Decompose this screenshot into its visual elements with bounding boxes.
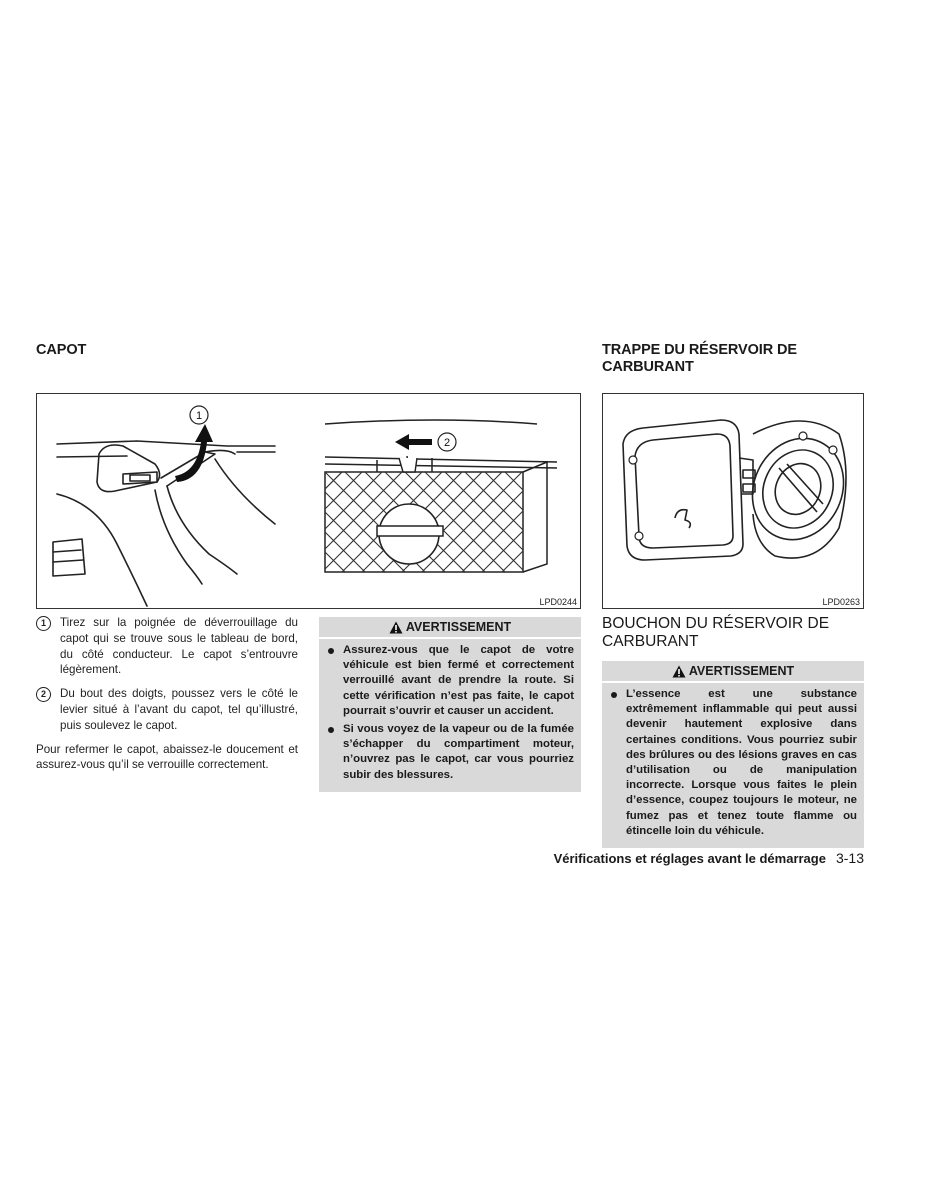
warning-header bbox=[319, 617, 581, 639]
section-heading-trappe bbox=[602, 342, 872, 376]
warning-box-carburant bbox=[602, 661, 864, 848]
warning-triangle-icon bbox=[389, 621, 403, 634]
arrow-left-icon bbox=[395, 434, 432, 450]
subheading-line: CARBURANT bbox=[602, 633, 699, 650]
closing-paragraph: Pour refermer le capot, abaissez-le doucement et assurez-vous qu’il se verrouille correctement. bbox=[36, 742, 298, 772]
page-footer bbox=[554, 850, 864, 866]
warning-item: L’essence est une substance extrêmement inflammable qui peut aussi devenir hautement explosive dans certaines conditions. Vous pourriez subir des brûlures ou des lésions graves en cas d’utilisation ou de manipulation incorrecte. Lorsque vous faites le plein d’essence, coupez toujours le moteur, ne fumez pas et tenez toute flamme ou étincelle loin du véhicule. bbox=[609, 687, 857, 839]
step-number-icon: 1 bbox=[36, 616, 51, 631]
capot-instructions bbox=[36, 615, 298, 773]
heading-line: TRAPPE DU RÉSERVOIR DE bbox=[602, 342, 797, 358]
footer-section-title: Vérifications et réglages avant le démarrage bbox=[553, 851, 826, 866]
warning-item: Si vous voyez de la vapeur ou de la fumée s’échapper du compartiment moteur, n’ouvrez pas le capot, car vous pourriez subir des blessures. bbox=[326, 722, 574, 783]
step-text: Tirez sur la poignée de déverrouillage du capot qui se trouve sous le tableau de bord, du côté conducteur. Le capot s’entrouvre légèrement. bbox=[60, 616, 298, 677]
warning-header bbox=[602, 661, 864, 683]
hood-release-illustration bbox=[37, 394, 580, 608]
callout-label: 1 bbox=[195, 410, 203, 422]
section-heading-capot: CAPOT bbox=[36, 342, 87, 358]
page-number: 3-13 bbox=[835, 850, 864, 866]
warning-item: Assurez-vous que le capot de votre véhicule est bien fermé et correctement verrouillé avant de prendre la route. Si cette vérification n’est pas faite, le capot pourrait s’ouvrir et causer un accident. bbox=[326, 643, 574, 719]
figure-code: LPD0244 bbox=[539, 597, 577, 607]
subheading-line: BOUCHON DU RÉSERVOIR DE bbox=[602, 615, 830, 632]
warning-triangle-icon bbox=[672, 665, 686, 678]
warning-box-capot bbox=[319, 617, 581, 792]
subheading-bouchon bbox=[602, 615, 867, 651]
step-2 bbox=[36, 686, 298, 733]
callout-label: 2 bbox=[443, 437, 451, 449]
warning-title: AVERTISSEMENT bbox=[405, 620, 512, 634]
step-1 bbox=[36, 615, 298, 678]
figure-hood-release bbox=[36, 393, 581, 609]
figure-fuel-door bbox=[602, 393, 864, 609]
figure-code: LPD0263 bbox=[822, 597, 860, 607]
fuel-door-illustration bbox=[603, 394, 863, 608]
warning-title: AVERTISSEMENT bbox=[688, 664, 795, 678]
step-number-icon: 2 bbox=[36, 687, 51, 702]
step-text: Du bout des doigts, poussez vers le côté le levier situé à l’avant du capot, tel qu’illustré, puis soulevez le capot. bbox=[60, 687, 298, 732]
heading-line: CARBURANT bbox=[602, 359, 694, 375]
